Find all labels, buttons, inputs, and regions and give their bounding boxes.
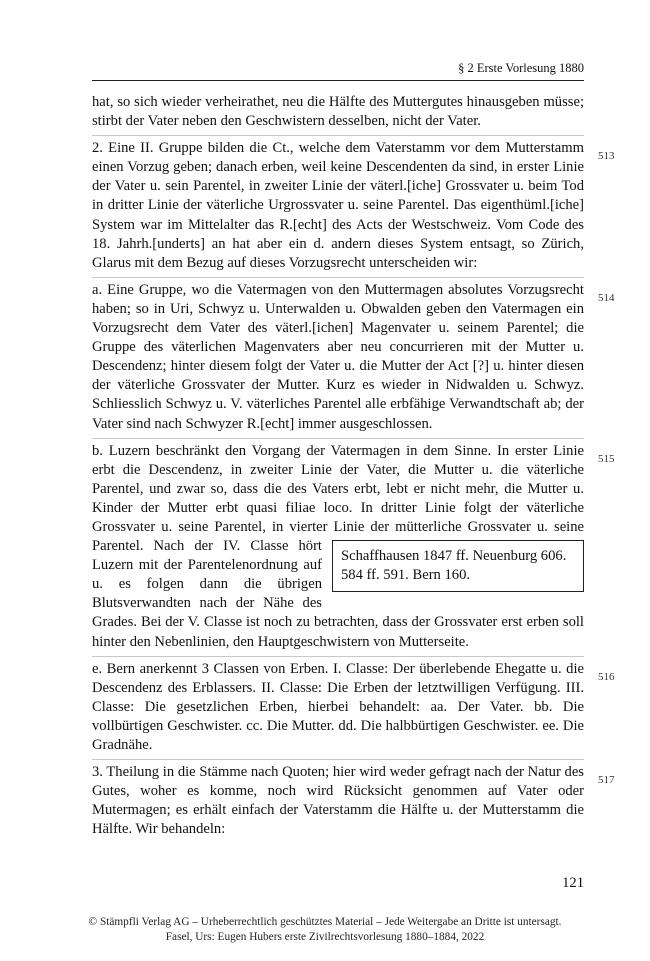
paragraph-516 [92,656,615,755]
page-number: 121 [562,875,584,891]
paragraph-text: hat, so sich wieder verheirathet, neu die Hälfte des Muttergutes hinausgeben müsse; stirbt der Vater neben den Geschwistern desselben, nicht der Vater. [92,94,584,130]
footer-copyright-line: © Stämpfli Verlag AG – Urheberrechtlich geschütztes Material – Jede Weitergabe an Dritte ist untersagt. [88,916,562,928]
paragraph-text: e. Bern anerkennt 3 Classen von Erben. I. Classe: Der überlebende Ehegatte u. die Descendenz des Erblassers. II. Classe: Die Erben der letztwilligen Verfügung. III. Classe: Die gesetzlichen Erben, hierbei behandelt: aa. Der Vater. bb. Die vollbürtigen Geschwister. cc. Die Mutter. dd. Die halbbürtigen Geschwister. ee. Die Gradnähe. [92,660,584,753]
reference-box-text: Schaffhausen 1847 ff. Neuenburg 606. 584 ff. 591. Bern 160. [341,548,567,584]
paragraph-text: b. Luzern beschränkt den Vorgang der Vatermagen in dem Sinne. In erster Linie erbt die Descendenz, in zweiter Linie der Vater, die Mutter u. die väterliche Parentel, und zwar so, dass die des Vaters erbt, lebt er nicht mehr, die Mutter u. Kinder der Mutter erbt quasi filiae loco. In dritter Linie folgt der väterliche Grossvater u. seine Parentel, in vierter Linie der mütterliche Grossvater u. seine Parentel. [92,442,584,555]
main-text [92,93,615,843]
paragraph-514 [92,277,615,434]
footer-citation-line: Fasel, Urs: Eugen Hubers erste Zivilrechtsvorlesung 1880–1884, 2022 [165,931,485,943]
margin-number: 516 [598,670,615,683]
running-header [92,61,584,81]
margin-number: 513 [598,150,615,163]
paragraph-text: a. Eine Gruppe, wo die Vatermagen von den Muttermagen absolutes Vorzugsrecht haben; so in Uri, Schwyz u. Unterwalden u. Obwalden geben den Vatermagen ein Vorzugsrecht dem Vater des väterl.[ichen] Magenvater u. seinem Parentel; die Gruppe des väterlichen Magenvaters aber neu concurrieren mit der Mutter u. Descendenz; hinter diesem folgt der Vater u. die Mutter der Act [?] u. hinter diesen der väterliche Grossvater der Mutter. Kurz es wieder in Nidwalden u. Schwyz. Schliesslich Schwyz u. V. väterliches Parentel alle erbfähige Verwandtschaft ab; der Vater sind nach Schwyzer R.[echt] immer ausgeschlossen. [92,281,584,432]
paragraph-text: 2. Eine II. Gruppe bilden die Ct., welche dem Vaterstamm vor dem Mutterstamm einen Vorzug geben; danach erben, weil keine Descendenten da sind, in erster Linie der Vater u. sein Parentel, in zweiter Linie der väterl.[iche] Grossvater u. beim Tod in dritter Linie der väterliche Urgrossvater u. seine Parentel. Das eigenthüml.[iche] System war im Mittelalter das R.[echt] des Acts der Westschweiz. Vom Code des 18. Jahrh.[underts] an hat aber ein d. andern dieses System entsagt, so Zürich, Glarus mit dem Bezug auf dieses Vorzugsrecht unterscheiden wir: [92,140,584,271]
paragraph-513 [92,135,615,273]
reference-box [332,540,584,592]
running-title: § 2 Erste Vorlesung 1880 [458,61,584,75]
margin-number: 517 [598,774,615,787]
copyright-footer [0,915,650,945]
paragraph-text-continued: Nach der IV. Classe hört Luzern mit der Parentelenordnung auf u. es folgen dann die übrigen Blutsverwandten nach der Nähe des Grades. Bei der V. Classe ist noch zu betrachten, dass der Grossvater erst erben soll hinter den Nebenlinien, den Hauptgeschwistern von Mutterseite. [92,538,584,650]
paragraph-text: 3. Theilung in die Stämme nach Quoten; hier wird weder gefragt nach der Natur des Gutes, woher es komme, noch wird Rücksicht genommen auf Vater oder Mutermagen; es erhält einfach der Vaterstamm die Hälfte u. der Mutterstamm die Hälfte. Wir behandeln: [92,764,584,838]
margin-number: 514 [598,291,615,304]
margin-number: 515 [598,452,615,465]
paragraph-continuation [92,93,584,131]
paragraph-517 [92,759,615,839]
paragraph-515 [92,438,615,652]
